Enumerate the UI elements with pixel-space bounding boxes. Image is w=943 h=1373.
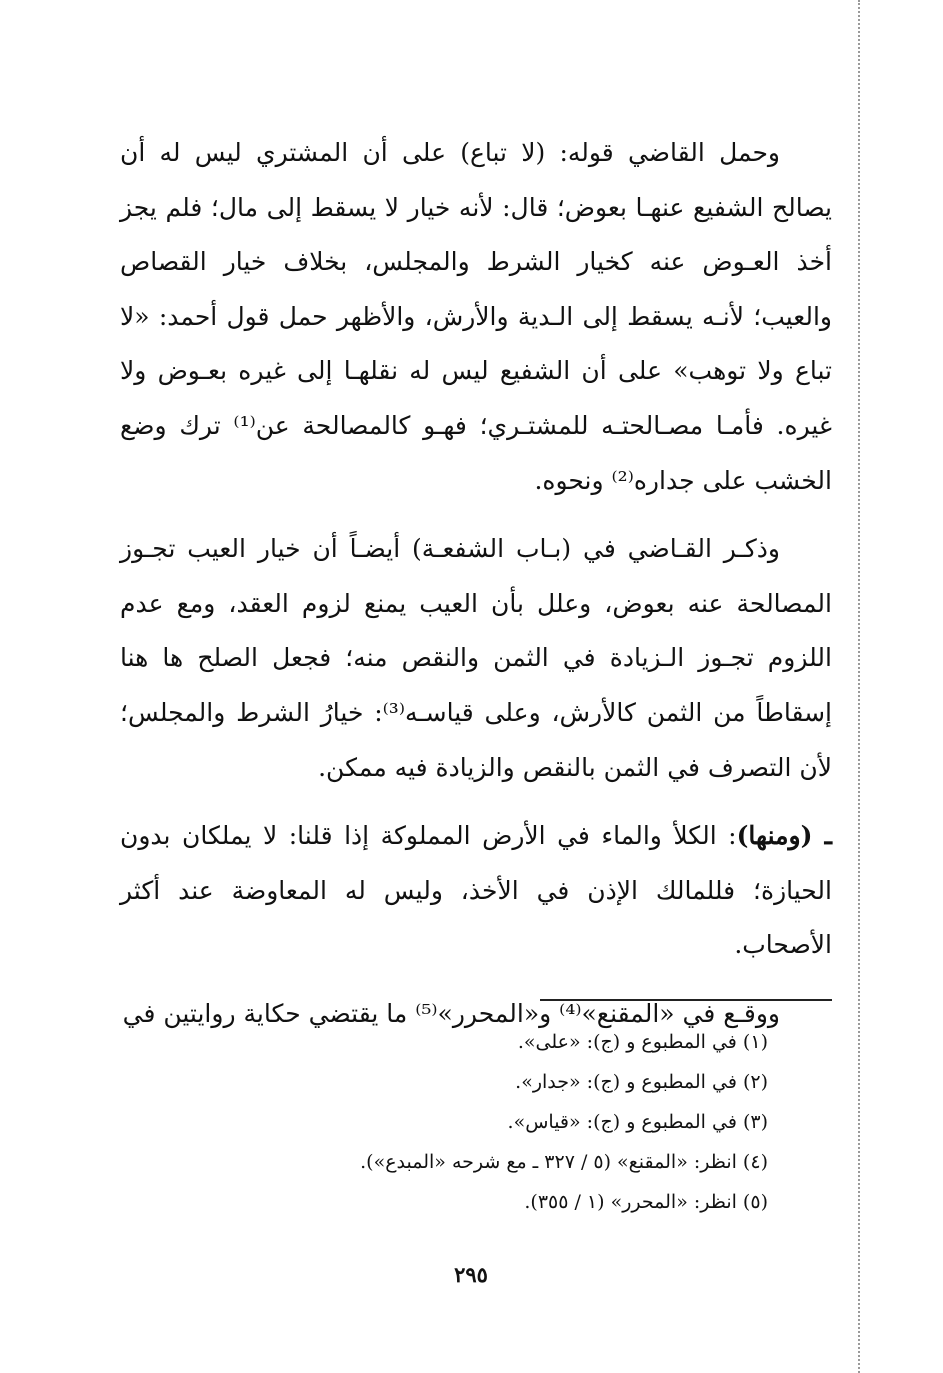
footnote-5: (٥) انظر: «المحرر» (١ / ٣٥٥). (524, 1191, 768, 1213)
paragraph-2: وذكـر القـاضي في (بـاب الشفعـة) أيضـاً أن خيار العيب تجـوز المصالحة عنه بعوض، وعلل بأن العيب يمنع لزوم العقد، ومع عدم اللزوم تجـوز الـزيادة في الثمن والنقص منه؛ فجعل الصلح ها هنا إسقاطاً من الثمن كالأرش، وعلى قياسـه⁽³⁾: خيارُ الشرط والمجلس؛ لأن التصرف في الثمن بالنقص والزيادة فيه ممكن. (120, 534, 832, 782)
paragraph-3-text: : الكلأ والماء في الأرض المملوكة إذا قلنا: لا يملكان بدون الحيازة؛ فللمالك الإذن في الأخذ، وليس له المعاوضة عند أكثر الأصحاب. (120, 821, 832, 960)
footnote-1: (١) في المطبوع و (ج): «على». (517, 1031, 768, 1053)
paragraph-4: ووقـع في «المقنع»⁽⁴⁾ و«المحرر»⁽⁵⁾ ما يقتضي حكاية روايتين في (122, 998, 780, 1028)
footnotes (200, 1022, 768, 1222)
main-text (120, 126, 832, 1042)
dotted-margin-line (858, 0, 860, 1373)
footnote-separator (540, 999, 832, 1001)
paragraph-1: وحمل القاضي قوله: (لا تباع) على أن المشتري ليس له أن يصالح الشفيع عنهـا بعوض؛ قال: لأنه خيار لا يسقط إلى مال؛ فلم يجز أخذ العـوض عنه كخيار الشرط والمجلس، بخلاف خيار القصاص والعيب؛ لأنـه يسقط إلى الـدية والأرش، والأظهر حمل قول أحمد: «لا تباع ولا توهب» على أن الشفيع ليس له نقلهـا إلى غيره بعـوض ولا غيره. فأمـا مصـالحتـه للمشتـري؛ فهـو كالمصالحة عن⁽¹⁾ ترك وضع الخشب على جداره⁽²⁾ ونحوه. (120, 138, 833, 495)
footnote-2: (٢) في المطبوع و (ج): «جدار». (515, 1071, 768, 1093)
footnote-4: (٤) انظر: «المقنع» (٥ / ٣٢٧ ـ مع شرحه «المبدع»). (360, 1151, 768, 1173)
page-number: ٢٩٥ (454, 1262, 488, 1287)
paragraph-3-lead: ـ (ومنها) (736, 821, 832, 851)
paragraph-3 (120, 809, 832, 973)
footnote-3: (٣) في المطبوع و (ج): «قياس». (507, 1111, 768, 1133)
